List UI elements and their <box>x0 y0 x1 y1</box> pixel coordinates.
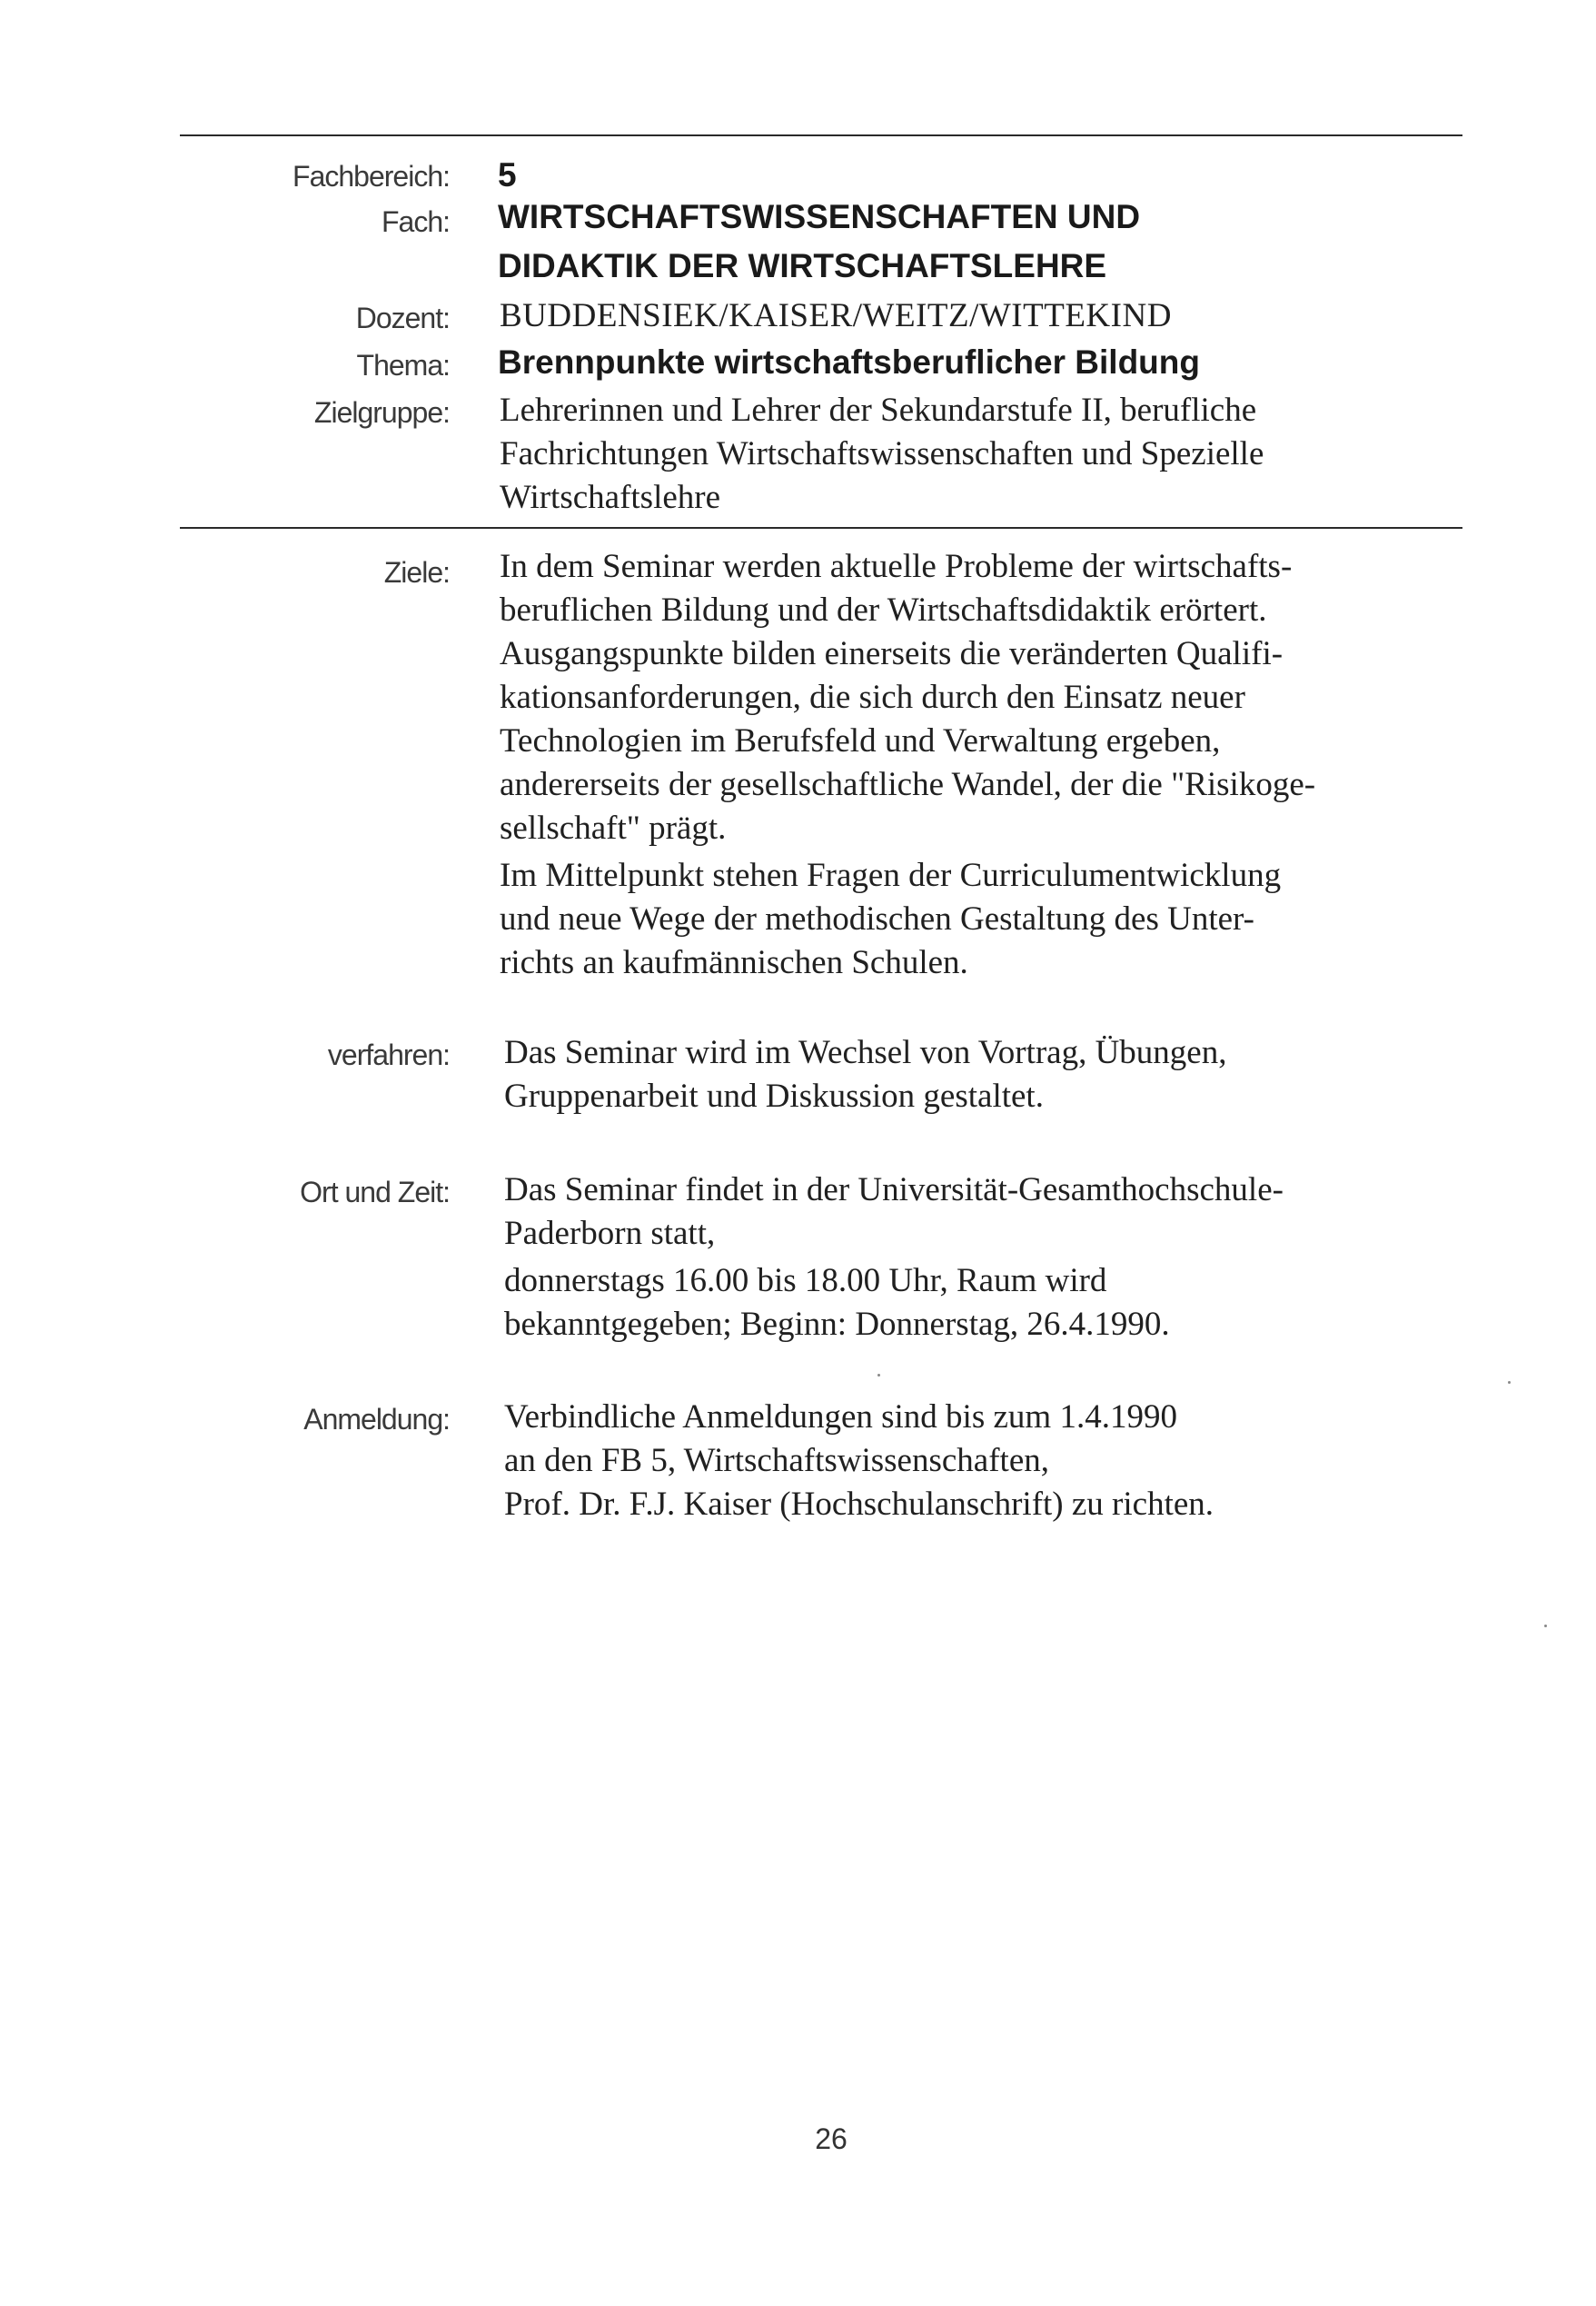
text-line: Verbindliche Anmeldungen sind bis zum 1.4.1990 <box>504 1398 1177 1436</box>
anmeldung-label: Anmeldung: <box>303 1403 450 1436</box>
text-line: Das Seminar wird im Wechsel von Vortrag, Übungen, <box>504 1034 1227 1071</box>
fach-value-line: WIRTSCHAFTSWISSENSCHAFTEN UND <box>498 198 1141 235</box>
ort-zeit-paragraph <box>504 1168 1476 1256</box>
dozent-label: Dozent: <box>355 302 450 334</box>
text-line: kationsanforderungen, die sich durch den Einsatz neuer <box>500 679 1245 716</box>
text-line: donnerstags 16.00 bis 18.00 Uhr, Raum wird <box>504 1262 1107 1299</box>
zielgruppe-label: Zielgruppe: <box>313 396 450 429</box>
text-line: Paderborn statt, <box>504 1215 716 1252</box>
zielgruppe-line: Lehrerinnen und Lehrer der Sekundarstufe II, berufliche <box>500 392 1257 429</box>
verfahren-text <box>504 1031 1476 1118</box>
ort-zeit-label: Ort und Zeit: <box>300 1176 450 1208</box>
text-line: an den FB 5, Wirtschaftswissenschaften, <box>504 1442 1049 1479</box>
fach-label: Fach: <box>381 205 450 238</box>
text-line: sellschaft" prägt. <box>500 810 727 847</box>
text-line: Das Seminar findet in der Universität-Gesamthochschule- <box>504 1171 1284 1208</box>
fachbereich-value: 5 <box>498 156 517 194</box>
thema-label: Thema: <box>356 349 450 382</box>
ziele-label: Ziele: <box>383 556 450 589</box>
text-line: bekanntgegeben; Beginn: Donnerstag, 26.4.1990. <box>504 1306 1170 1343</box>
text-line: andererseits der gesellschaftliche Wandel, der die "Risikoge- <box>500 766 1316 803</box>
anmeldung-text <box>504 1396 1476 1526</box>
text-line: In dem Seminar werden aktuelle Probleme der wirtschafts- <box>500 548 1293 585</box>
section-rule <box>180 527 1462 529</box>
ort-zeit-paragraph <box>504 1259 1476 1347</box>
fach-value-line: DIDAKTIK DER WIRTSCHAFTSLEHRE <box>498 247 1107 284</box>
scan-speck <box>877 1374 880 1377</box>
text-line: richts an kaufmännischen Schulen. <box>500 944 968 981</box>
ziele-paragraph <box>500 854 1472 985</box>
text-line: Im Mittelpunkt stehen Fragen der Curriculumentwicklung <box>500 857 1282 894</box>
ort-zeit-text <box>504 1168 1476 1347</box>
page-number: 26 <box>815 2122 848 2155</box>
dozent-value: BUDDENSIEK/KAISER/WEITZ/WITTEKIND <box>500 297 1172 334</box>
fach-value <box>498 193 1470 291</box>
text-line: beruflichen Bildung und der Wirtschaftsdidaktik erörtert. <box>500 591 1267 629</box>
scan-speck <box>1544 1625 1547 1627</box>
text-line: Technologien im Berufsfeld und Verwaltung ergeben, <box>500 722 1221 760</box>
ziele-text <box>500 545 1472 985</box>
scan-speck <box>1508 1381 1511 1384</box>
zielgruppe-value <box>500 389 1472 520</box>
ziele-paragraph <box>500 545 1472 850</box>
text-line: und neue Wege der methodischen Gestaltung des Unter- <box>500 900 1254 938</box>
text-line: Ausgangspunkte bilden einerseits die veränderten Qualifi- <box>500 635 1284 672</box>
zielgruppe-line: Wirtschaftslehre <box>500 479 721 516</box>
top-rule <box>180 134 1462 136</box>
thema-value: Brennpunkte wirtschaftsberuflicher Bildung <box>498 343 1200 381</box>
verfahren-label: verfahren: <box>327 1039 450 1071</box>
text-line: Gruppenarbeit und Diskussion gestaltet. <box>504 1078 1044 1115</box>
fachbereich-label: Fachbereich: <box>292 160 450 193</box>
zielgruppe-line: Fachrichtungen Wirtschaftswissenschaften und Spezielle <box>500 435 1264 472</box>
text-line: Prof. Dr. F.J. Kaiser (Hochschulanschrift) zu richten. <box>504 1486 1214 1523</box>
